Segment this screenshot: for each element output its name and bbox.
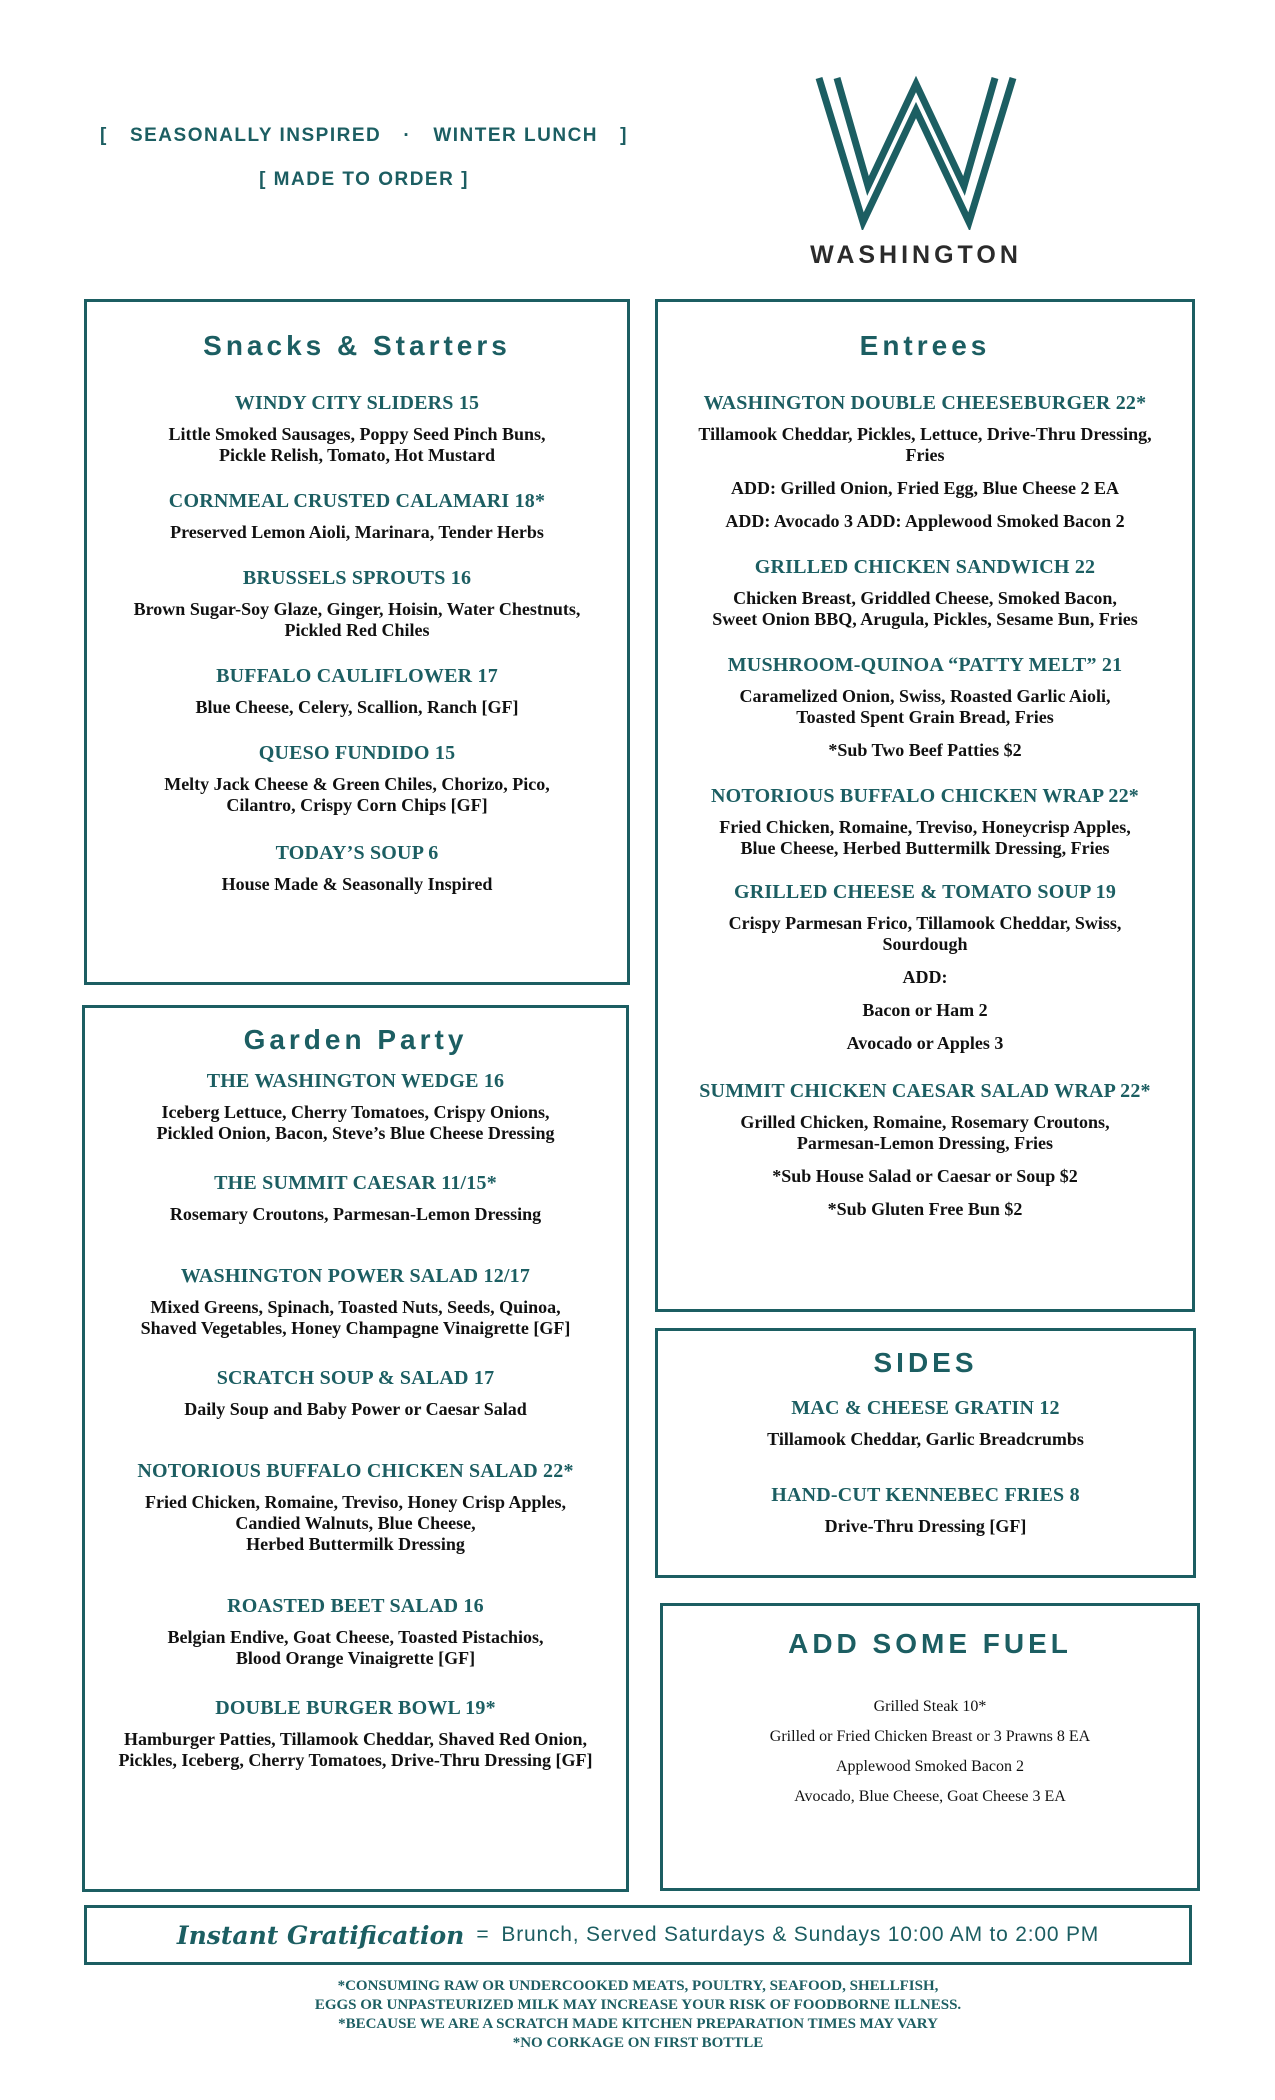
menu-item-name: SCRATCH SOUP & SALAD 17 — [216, 1367, 495, 1389]
menu-item-description — [87, 599, 627, 641]
menu-item-name: QUESO FUNDIDO 15 — [258, 742, 456, 764]
menu-item-name: MUSHROOM-QUINOA “PATTY MELT” 21 — [727, 654, 1123, 676]
menu-item-name: GRILLED CHICKEN SANDWICH 22 — [754, 556, 1096, 578]
entrees-section — [655, 299, 1195, 1312]
menu-item-description — [87, 774, 627, 816]
menu-item-description — [85, 1492, 626, 1555]
menu-item-name: WASHINGTON DOUBLE CHEESEBURGER 22* — [703, 392, 1147, 414]
sides-section — [655, 1328, 1196, 1578]
description-line: Iceberg Lettuce, Cherry Tomatoes, Crispy Onions, — [161, 1102, 550, 1122]
menu-item-name: BRUSSELS SPROUTS 16 — [242, 567, 472, 589]
disclaimer-line: *NO CORKAGE ON FIRST BOTTLE — [512, 2035, 764, 2051]
menu-item-description — [658, 913, 1192, 955]
tagline-bracket-close: ] — [620, 125, 628, 146]
fuel-line: Avocado, Blue Cheese, Goat Cheese 3 EA — [794, 1788, 1066, 1805]
description-line: Sweet Onion BBQ, Arugula, Pickles, Sesame Bun, Fries — [712, 609, 1138, 629]
menu-item-description — [85, 1297, 626, 1339]
tagline-bracket-open: [ — [100, 125, 108, 146]
description-line: Crispy Parmesan Frico, Tillamook Cheddar, Swiss, — [728, 913, 1122, 933]
menu-item-description — [85, 1204, 626, 1225]
description-line: Sourdough — [882, 934, 968, 954]
description-line: Toasted Spent Grain Bread, Fries — [796, 707, 1054, 727]
menu-item-extra: Bacon or Ham 2 — [862, 1000, 988, 1020]
garden-list — [85, 1070, 626, 1771]
disclaimer-line: EGGS OR UNPASTEURIZED MILK MAY INCREASE YOUR RISK OF FOODBORNE ILLNESS. — [314, 1997, 962, 2013]
menu-item — [87, 842, 627, 895]
tagline-winter-lunch: WINTER LUNCH — [433, 125, 599, 146]
menu-item — [85, 1367, 626, 1420]
menu-item-description — [85, 1399, 626, 1420]
menu-item — [658, 556, 1192, 630]
snacks-list — [87, 392, 627, 895]
description-line: Fries — [905, 445, 945, 465]
logo-wordmark: WASHINGTON — [810, 241, 1022, 269]
description-line: Daily Soup and Baby Power or Caesar Salad — [184, 1399, 527, 1419]
brunch-hours: Brunch, Served Saturdays & Sundays 10:00 AM to 2:00 PM — [501, 1923, 1100, 1946]
menu-item-name: CORNMEAL CRUSTED CALAMARI 18* — [168, 490, 546, 512]
menu-item — [658, 1397, 1193, 1450]
menu-item-name: WINDY CITY SLIDERS 15 — [234, 392, 480, 414]
menu-item — [85, 1697, 626, 1771]
menu-item-name: WASHINGTON POWER SALAD 12/17 — [180, 1265, 531, 1287]
fuel-line: Applewood Smoked Bacon 2 — [836, 1758, 1024, 1775]
brunch-banner — [84, 1905, 1192, 1965]
description-line: Belgian Endive, Goat Cheese, Toasted Pistachios, — [167, 1627, 544, 1647]
description-line: Pickle Relish, Tomato, Hot Mustard — [218, 445, 495, 465]
description-line: Shaved Vegetables, Honey Champagne Vinaigrette [GF] — [140, 1318, 571, 1338]
snacks-starters-section — [84, 299, 630, 985]
menu-item-name: SUMMIT CHICKEN CAESAR SALAD WRAP 22* — [699, 1080, 1151, 1102]
menu-item — [85, 1595, 626, 1669]
description-line: Little Smoked Sausages, Poppy Seed Pinch Buns, — [168, 424, 546, 444]
menu-item-description — [658, 1516, 1193, 1537]
description-line: Fried Chicken, Romaine, Treviso, Honeycrisp Apples, — [719, 817, 1131, 837]
menu-item-description — [658, 1429, 1193, 1450]
menu-item-name: GRILLED CHEESE & TOMATO SOUP 19 — [733, 881, 1117, 903]
menu-item — [658, 881, 1192, 1054]
menu-item-extra: *Sub House Salad or Caesar or Soup $2 — [772, 1166, 1078, 1186]
description-line: Fried Chicken, Romaine, Treviso, Honey Crisp Apples, — [144, 1492, 567, 1512]
description-line: Chicken Breast, Griddled Cheese, Smoked Bacon, — [733, 588, 1117, 608]
menu-item — [658, 392, 1192, 532]
description-line: Rosemary Croutons, Parmesan-Lemon Dressing — [169, 1204, 542, 1224]
tagline-made-to-order: [ MADE TO ORDER ] — [259, 169, 469, 190]
description-line: Tillamook Cheddar, Garlic Breadcrumbs — [767, 1429, 1084, 1449]
fuel-line: Grilled Steak 10* — [873, 1698, 987, 1715]
disclaimer-line: *CONSUMING RAW OR UNDERCOOKED MEATS, POULTRY, SEAFOOD, SHELLFISH, — [337, 1978, 939, 1994]
section-title: ADD SOME FUEL — [788, 1628, 1072, 1659]
menu-item-name: THE SUMMIT CAESAR 11/15* — [214, 1172, 497, 1194]
menu-item — [658, 654, 1192, 761]
description-line: Tillamook Cheddar, Pickles, Lettuce, Drive-Thru Dressing, — [698, 424, 1152, 444]
description-line: Blood Orange Vinaigrette [GF] — [235, 1648, 476, 1668]
menu-item-name: NOTORIOUS BUFFALO CHICKEN WRAP 22* — [711, 785, 1139, 807]
menu-item-description — [658, 817, 1192, 859]
menu-item-name: HAND-CUT KENNEBEC FRIES 8 — [771, 1484, 1080, 1506]
menu-item-description — [658, 424, 1192, 466]
menu-item — [658, 1080, 1192, 1220]
section-title: Entrees — [859, 330, 991, 361]
menu-item-extra: *Sub Gluten Free Bun $2 — [827, 1199, 1023, 1219]
description-line: Hamburger Patties, Tillamook Cheddar, Shaved Red Onion, — [124, 1729, 587, 1749]
menu-item-description — [658, 588, 1192, 630]
description-line: Drive-Thru Dressing [GF] — [824, 1516, 1027, 1536]
menu-item-description — [658, 686, 1192, 728]
menu-item-description — [87, 424, 627, 466]
menu-item — [658, 1484, 1193, 1537]
menu-item-description — [87, 522, 627, 543]
menu-item — [87, 567, 627, 641]
menu-item-name: BUFFALO CAULIFLOWER 17 — [216, 665, 498, 687]
disclaimer-line: *BECAUSE WE ARE A SCRATCH MADE KITCHEN PREPARATION TIMES MAY VARY — [338, 2016, 938, 2032]
add-some-fuel-section — [660, 1603, 1200, 1891]
description-line: Pickled Red Chiles — [284, 620, 430, 640]
menu-item — [87, 742, 627, 816]
menu-item-description — [658, 1112, 1192, 1154]
menu-item-description — [87, 697, 627, 718]
menu-item-name: NOTORIOUS BUFFALO CHICKEN SALAD 22* — [137, 1460, 574, 1482]
menu-item-description — [85, 1729, 626, 1771]
brunch-equals: = — [476, 1923, 490, 1946]
menu-item — [85, 1265, 626, 1339]
fuel-list — [663, 1698, 1197, 1806]
menu-item-description — [85, 1627, 626, 1669]
menu-item-description — [85, 1102, 626, 1144]
menu-item — [87, 665, 627, 718]
description-line: Parmesan-Lemon Dressing, Fries — [796, 1133, 1054, 1153]
description-line: Mixed Greens, Spinach, Toasted Nuts, Seeds, Quinoa, — [150, 1297, 561, 1317]
entrees-list — [658, 392, 1192, 1220]
description-line: Brown Sugar-Soy Glaze, Ginger, Hoisin, Water Chestnuts, — [133, 599, 581, 619]
description-line: Grilled Chicken, Romaine, Rosemary Croutons, — [740, 1112, 1110, 1132]
description-line: Pickled Onion, Bacon, Steve’s Blue Cheese Dressing — [156, 1123, 555, 1143]
description-line: House Made & Seasonally Inspired — [221, 874, 493, 894]
description-line: Melty Jack Cheese & Green Chiles, Chorizo, Pico, — [164, 774, 550, 794]
menu-item-name: DOUBLE BURGER BOWL 19* — [215, 1697, 496, 1719]
description-line: Herbed Buttermilk Dressing — [246, 1534, 465, 1554]
menu-item-name: THE WASHINGTON WEDGE 16 — [206, 1070, 505, 1092]
menu-item-name: ROASTED BEET SALAD 16 — [227, 1595, 484, 1617]
description-line: Cilantro, Crispy Corn Chips [GF] — [226, 795, 488, 815]
menu-item-extra: ADD: Grilled Onion, Fried Egg, Blue Cheese 2 EA — [731, 478, 1119, 498]
disclaimer — [84, 1977, 1192, 2053]
section-title: Garden Party — [243, 1024, 468, 1055]
tagline-line-1 — [100, 125, 628, 147]
menu-item — [85, 1172, 626, 1225]
section-title: Snacks & Starters — [203, 330, 511, 361]
washington-logo — [806, 70, 1026, 270]
header-tagline — [100, 125, 660, 191]
menu-item — [87, 490, 627, 543]
description-line: Blue Cheese, Celery, Scallion, Ranch [GF] — [195, 697, 519, 717]
description-line: Blue Cheese, Herbed Buttermilk Dressing, Fries — [740, 838, 1110, 858]
menu-item-extra: ADD: — [902, 967, 948, 987]
menu-item-description — [87, 874, 627, 895]
menu-item-extra: Avocado or Apples 3 — [846, 1033, 1004, 1053]
description-line: Preserved Lemon Aioli, Marinara, Tender Herbs — [170, 522, 544, 542]
instant-gratification-title: Instant Gratification — [176, 1920, 465, 1950]
menu-item-extra: ADD: Avocado 3 ADD: Applewood Smoked Bacon 2 — [725, 511, 1125, 531]
tagline-seasonally-inspired: SEASONALLY INSPIRED — [129, 125, 382, 146]
menu-item — [658, 785, 1192, 859]
description-line: Caramelized Onion, Swiss, Roasted Garlic Aioli, — [739, 686, 1111, 706]
menu-item-name: TODAY’S SOUP 6 — [275, 842, 439, 864]
sides-list — [658, 1397, 1193, 1537]
menu-item-name: MAC & CHEESE GRATIN 12 — [791, 1397, 1060, 1419]
fuel-line: Grilled or Fried Chicken Breast or 3 Prawns 8 EA — [769, 1728, 1091, 1745]
garden-party-section — [82, 1005, 629, 1892]
w-logo-icon — [811, 70, 1021, 230]
menu-item — [85, 1070, 626, 1144]
menu-item — [85, 1460, 626, 1555]
menu-item-extra: *Sub Two Beef Patties $2 — [828, 740, 1022, 760]
section-title: SIDES — [873, 1347, 978, 1378]
description-line: Pickles, Iceberg, Cherry Tomatoes, Drive-Thru Dressing [GF] — [118, 1750, 593, 1770]
menu-item — [87, 392, 627, 466]
tagline-dot: · — [403, 125, 412, 146]
description-line: Candied Walnuts, Blue Cheese, — [235, 1513, 476, 1533]
